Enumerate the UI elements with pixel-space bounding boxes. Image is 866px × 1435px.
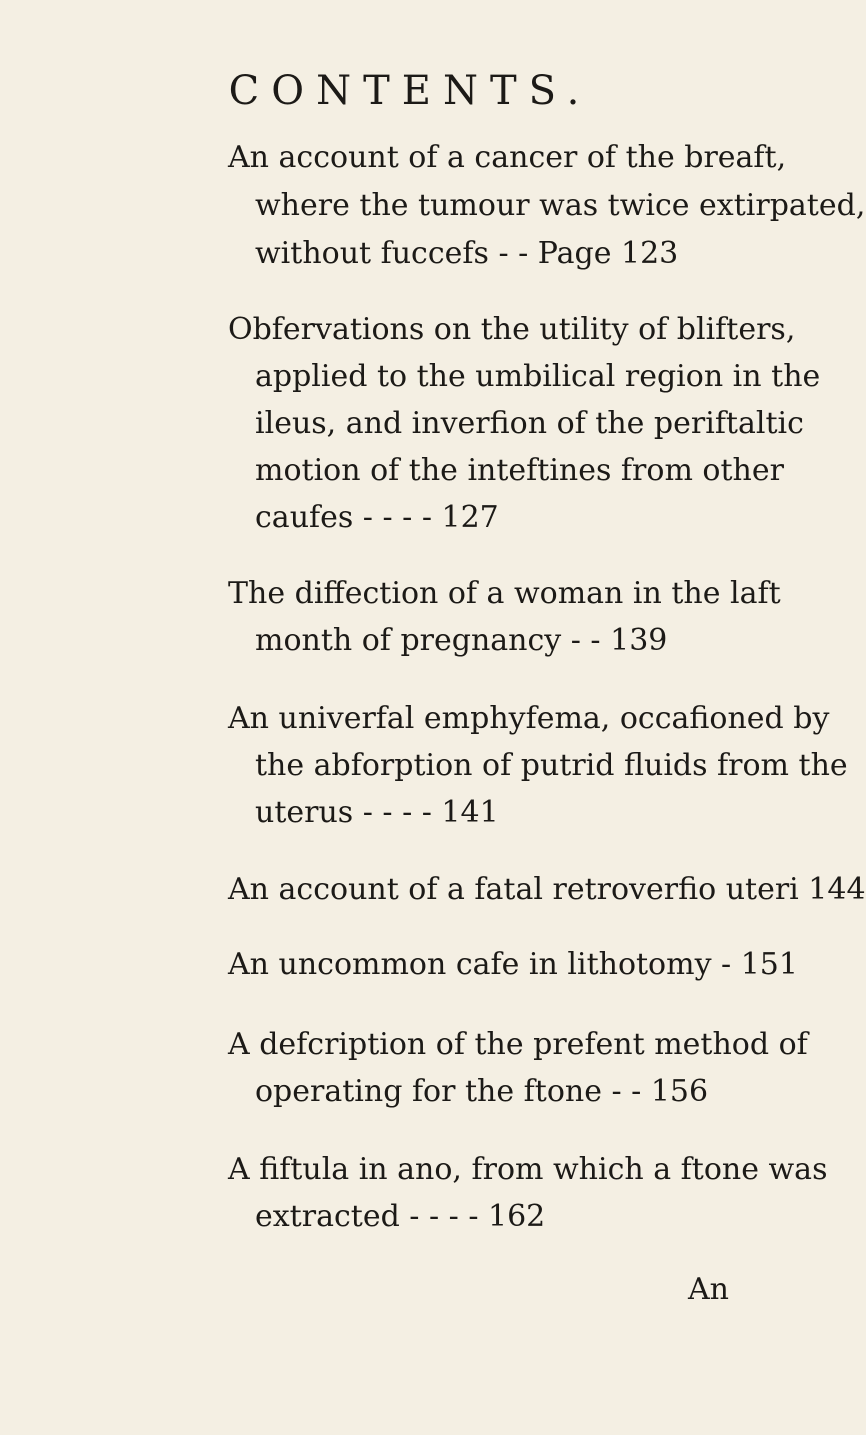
catchword: An xyxy=(688,1272,729,1307)
entry-line: where the tumour was twice extirpated, xyxy=(255,188,866,223)
entry-line: Obfervations on the utility of blifters, xyxy=(228,312,796,347)
entry-line: month of pregnancy - - 139 xyxy=(255,623,668,658)
entry-line: caufes - - - - 127 xyxy=(255,500,499,535)
page-title: CONTENTS. xyxy=(228,68,592,114)
entry-line: An univerfal emphyfema, occafioned by xyxy=(228,701,830,736)
entry-line: uterus - - - - 141 xyxy=(255,795,499,830)
entry-line: ileus, and inverfion of the periftaltic xyxy=(255,406,804,441)
entry-line: A defcription of the prefent method of xyxy=(228,1027,808,1062)
entry-line: the abforption of putrid fluids from the xyxy=(255,748,848,783)
entry-line: motion of the inteftines from other xyxy=(255,453,784,488)
entry-line: without fuccefs - - Page 123 xyxy=(255,236,679,271)
entry-line: An account of a cancer of the breaft, xyxy=(228,140,787,175)
entry-line: An account of a fatal retroverfio uteri 144 xyxy=(228,872,866,907)
entry-line: operating for the ftone - - 156 xyxy=(255,1074,709,1109)
entry-line: applied to the umbilical region in the xyxy=(255,359,821,394)
entry-line: extracted - - - - 162 xyxy=(255,1199,546,1234)
entry-line: The diffection of a woman in the laft xyxy=(228,576,781,611)
entry-line: An uncommon cafe in lithotomy - 151 xyxy=(228,947,798,982)
entry-line: A fiftula in ano, from which a ftone was xyxy=(228,1152,828,1187)
